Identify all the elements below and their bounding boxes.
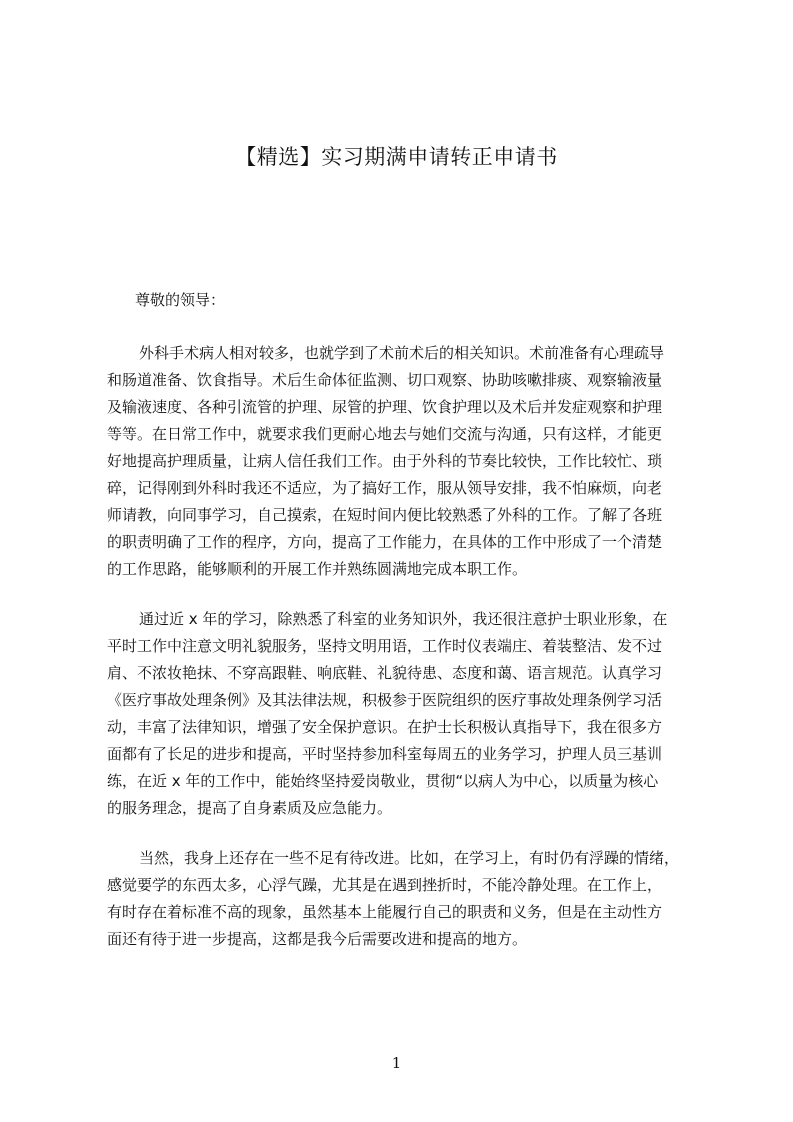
paragraph-1 — [107, 340, 703, 583]
paragraph-line: 动，丰富了法律知识，增强了安全保护意识。在护士长积极认真指导下，我在很多方 — [107, 718, 663, 736]
paragraph-line: 及输液速度、各种引流管的护理、尿管的护理、饮食护理以及术后并发症观察和护理 — [107, 398, 663, 416]
paragraph-line: 好地提高护理质量，让病人信任我们工作。由于外科的节奏比较快，工作比较忙、琐 — [107, 452, 663, 470]
salutation: 尊敬的领导： — [135, 291, 226, 309]
page-number: 1 — [391, 1054, 402, 1072]
document-title: 【精选】实习期满申请转正申请书 — [235, 145, 558, 169]
paragraph-line: 肩、不浓妆艳抹、不穿高跟鞋、响底鞋、礼貌待患、态度和蔼、语言规范。认真学习 — [107, 664, 663, 682]
paragraph-line: 《医疗事故处理条例》及其法律法规，积极参于医院组织的医疗事故处理条例学习活 — [107, 691, 663, 709]
paragraph-line: 面还有待于进一步提高，这都是我今后需要改进和提高的地方。 — [107, 930, 528, 948]
paragraph-3 — [107, 845, 703, 953]
paragraph-line: 通过近 x 年的学习，除熟悉了科室的业务知识外，我还很注意护士职业形象，在 — [139, 610, 668, 628]
paragraph-line: 外科手术病人相对较多，也就学到了术前术后的相关知识。术前准备有心理疏导 — [139, 344, 665, 362]
paragraph-line: 的服务理念，提高了自身素质及应急能力。 — [107, 799, 393, 817]
paragraph-line: 有时存在着标准不高的现象，虽然基本上能履行自己的职责和义务，但是在主动性方 — [107, 903, 663, 921]
paragraph-line: 面都有了长足的进步和提高，平时坚持参加科室每周五的业务学习，护理人员三基训 — [107, 745, 663, 763]
paragraph-line: 等等。在日常工作中，就要求我们更耐心地去与她们交流与沟通，只有这样，才能更 — [107, 425, 663, 443]
paragraph-line: 碎，记得刚到外科时我还不适应，为了搞好工作，服从领导安排，我不怕麻烦，向老 — [107, 479, 663, 497]
paragraph-line: 和肠道准备、饮食指导。术后生命体征监测、切口观察、协助咳嗽排痰、观察输液量 — [107, 371, 663, 389]
paragraph-line: 平时工作中注意文明礼貌服务，坚持文明用语，工作时仪表端庄、着装整洁、发不过 — [107, 637, 663, 655]
paragraph-line: 练，在近 x 年的工作中，能始终坚持爱岗敬业，贯彻“以病人为中心，以质量为核心 — [107, 772, 659, 790]
paragraph-line: 的工作思路，能够顺利的开展工作并熟练圆满地完成本职工作。 — [107, 560, 528, 578]
paragraph-line: 师请教，向同事学习，自己摸索，在短时间内便比较熟悉了外科的工作。了解了各班 — [107, 506, 663, 524]
paragraph-2 — [107, 606, 703, 822]
paragraph-line: 当然，我身上还存在一些不足有待改进。比如，在学习上，有时仍有浮躁的情绪， — [139, 849, 680, 867]
paragraph-line: 的职责明确了工作的程序，方向，提高了工作能力，在具体的工作中形成了一个清楚 — [107, 533, 663, 551]
paragraph-line: 感觉要学的东西太多，心浮气躁，尤其是在遇到挫折时，不能冷静处理。在工作上， — [107, 876, 663, 894]
